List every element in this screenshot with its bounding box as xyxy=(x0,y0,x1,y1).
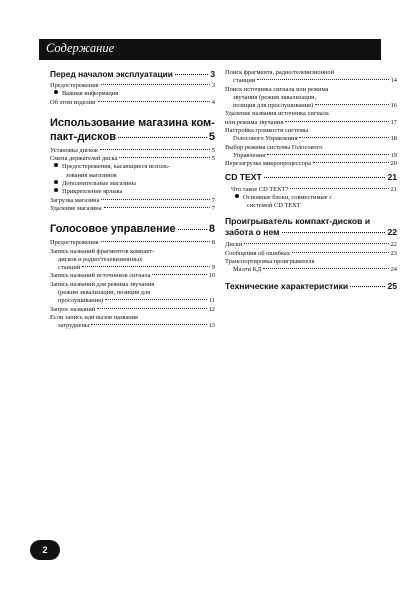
toc-entry-title: Смена держателей диска xyxy=(50,155,118,163)
toc-page-number: 19 xyxy=(390,151,397,159)
toc-bullet-entry[interactable] xyxy=(225,194,397,211)
toc-page-number: 22 xyxy=(387,227,397,238)
toc-entry[interactable] xyxy=(225,69,397,86)
toc-entry[interactable] xyxy=(50,197,215,205)
toc-entry[interactable] xyxy=(50,205,215,213)
toc-page-number: 10 xyxy=(208,272,215,280)
toc-entry-title: Запись названий для режима звучания xyxy=(50,280,155,288)
toc-entry-title: Запись названий фрагментов компакт- xyxy=(50,247,155,255)
dot-leader xyxy=(244,243,388,244)
toc-entry-title: Об этом изделии xyxy=(50,98,96,106)
toc-entry-title: станций xyxy=(58,264,81,272)
dot-leader xyxy=(282,232,386,233)
toc-page-number: 3 xyxy=(211,82,215,89)
dot-leader xyxy=(257,79,388,80)
toc-entry-title: Загрузка магазина xyxy=(50,196,100,204)
dot-leader xyxy=(299,137,388,138)
toc-entry-title: Дополнительные магазины xyxy=(62,180,136,188)
toc-entry-title: Поиск фрагмента, радио/телевизионной xyxy=(225,69,335,76)
toc-section-title: Использование магазина ком- xyxy=(50,116,215,129)
toc-entry-title: Предостережения, касающиеся исполь- xyxy=(62,163,170,171)
toc-entry-title: Управления xyxy=(233,151,266,159)
dot-leader xyxy=(267,154,388,155)
toc-page-number: 17 xyxy=(390,118,397,126)
toc-entry-title: Удаление названия источника сигнала xyxy=(225,110,329,118)
toc-section-title: Перед началом эксплуатации xyxy=(50,69,173,79)
toc-right-column xyxy=(225,69,397,295)
toc-section-title: Технические характеристики xyxy=(225,280,349,291)
toc-entry[interactable] xyxy=(50,281,215,306)
dot-leader xyxy=(105,299,207,300)
toc-bullet-entry[interactable] xyxy=(50,163,215,180)
toc-entry-title: Перезагрузка микропроцессора xyxy=(225,160,311,168)
toc-page-number: 21 xyxy=(390,185,397,193)
toc-entry[interactable] xyxy=(50,306,215,314)
dot-leader xyxy=(119,157,209,158)
bullet-icon xyxy=(235,194,239,198)
toc-page-number: 20 xyxy=(390,160,397,168)
toc-page-number: 24 xyxy=(390,266,397,274)
toc-bullet-entry[interactable] xyxy=(50,90,215,98)
toc-page-number: 23 xyxy=(390,249,397,257)
toc-entry-title: Малти КД xyxy=(233,266,262,274)
toc-entry-title: Голосового Управления xyxy=(233,135,298,143)
toc-entry[interactable] xyxy=(50,272,215,280)
dot-leader xyxy=(101,84,210,85)
toc-section-heading[interactable] xyxy=(225,172,397,183)
toc-entry[interactable] xyxy=(50,147,215,155)
toc-section-title: пакт-дисков xyxy=(50,130,117,143)
bullet-icon xyxy=(54,180,58,184)
toc-entry-title: зования магазинов xyxy=(66,171,117,179)
toc-entry[interactable] xyxy=(225,86,397,111)
toc-entry-title: Диски xyxy=(225,241,243,249)
toc-entry-title: системой CD TEXT xyxy=(247,202,301,210)
toc-entry-title: звучания (режим эквализации, xyxy=(233,93,317,101)
toc-entry-title: Прикрепление ярлыка xyxy=(62,188,123,196)
toc-entry-title: Важная информация xyxy=(62,90,119,98)
page-title: Содержание xyxy=(46,41,115,55)
toc-entry[interactable] xyxy=(225,110,397,127)
toc-entry-title: затруднены xyxy=(58,322,90,330)
toc-entry-title: позиция для прослушивания) xyxy=(233,102,314,110)
dot-leader xyxy=(97,308,206,309)
toc-page-number: 11 xyxy=(208,297,215,305)
toc-entry-title: Удаление магазина xyxy=(50,204,102,212)
toc-page-number: 13 xyxy=(208,322,215,330)
toc-entry-title: дисков и радио/телевизионных xyxy=(58,255,143,263)
toc-page-number: 5 xyxy=(211,146,215,154)
toc-section-title: Проигрыватель компакт-дисков и xyxy=(225,216,371,227)
dot-leader xyxy=(175,74,208,75)
toc-page-number: 3 xyxy=(210,69,215,79)
toc-entry-title: Выбор режима системы Голосового xyxy=(225,143,323,151)
toc-entry-title: Предостережения xyxy=(50,239,99,247)
dot-leader xyxy=(104,207,210,208)
toc-section-title: Голосовое управление xyxy=(50,223,176,236)
toc-entry[interactable] xyxy=(50,314,215,331)
dot-leader xyxy=(82,266,210,267)
toc-entry[interactable] xyxy=(225,160,397,168)
toc-entry-title: (режим эквализации, позиция для xyxy=(58,289,151,297)
toc-entry[interactable] xyxy=(50,99,215,107)
toc-section-title: забота о нем xyxy=(225,227,280,238)
dot-leader xyxy=(315,104,388,105)
toc-entry[interactable] xyxy=(50,239,215,247)
toc-page-number: 22 xyxy=(390,241,397,249)
toc-entry[interactable] xyxy=(225,127,397,144)
toc-entry-title: Настройка громкости системы xyxy=(225,127,309,135)
toc-entry-title: Поиск источника сигнала или режима xyxy=(225,85,329,93)
dot-leader xyxy=(263,268,388,269)
toc-page-number: 8 xyxy=(208,223,215,236)
bullet-icon xyxy=(54,163,58,167)
toc-page-number: 18 xyxy=(390,135,397,143)
toc-entry[interactable] xyxy=(50,82,215,90)
toc-page-number: 5 xyxy=(208,130,215,143)
toc-entry[interactable] xyxy=(225,241,397,249)
toc-page-number: 7 xyxy=(211,204,215,212)
dot-leader xyxy=(91,324,206,325)
dot-leader xyxy=(101,241,210,242)
toc-entry-title: Транспортировка проигрывателя xyxy=(225,258,315,266)
toc-page-number: 8 xyxy=(211,239,215,247)
toc-entry-title: Запрос названий xyxy=(50,305,96,313)
toc-section-heading[interactable] xyxy=(225,281,397,292)
dot-leader xyxy=(285,121,388,122)
toc-page-number: 5 xyxy=(211,155,215,163)
toc-page-number: 9 xyxy=(211,264,215,272)
toc-entry-title: Основные блоки, совместимые с xyxy=(243,193,333,201)
dot-leader xyxy=(178,229,207,230)
dot-leader xyxy=(350,286,385,287)
toc-entry[interactable] xyxy=(50,248,215,273)
toc-entry-title: Запись названий источников сигнала xyxy=(50,272,151,280)
dot-leader xyxy=(101,199,209,200)
toc-page-number: 4 xyxy=(211,98,215,106)
bullet-icon xyxy=(54,188,58,192)
toc-entry[interactable] xyxy=(225,144,397,161)
toc-left-column xyxy=(50,69,215,331)
toc-page-number: 7 xyxy=(211,196,215,204)
toc-entry-title: Предостережения xyxy=(50,82,99,89)
toc-section-heading[interactable] xyxy=(50,222,215,236)
dot-leader xyxy=(292,252,389,253)
dot-leader xyxy=(152,274,206,275)
toc-entry-title: прослушивания) xyxy=(58,297,104,305)
toc-page-number: 12 xyxy=(208,305,215,313)
toc-entry-title: Что такое CD TEXT? xyxy=(231,185,289,193)
header-bar xyxy=(39,39,381,60)
dot-leader xyxy=(100,149,210,150)
dot-leader xyxy=(290,188,388,189)
toc-section-heading[interactable] xyxy=(50,69,215,79)
toc-entry-title: Если запись или вызов названия xyxy=(50,313,138,321)
toc-page-number: 21 xyxy=(387,171,397,182)
toc-section-title: CD TEXT xyxy=(225,171,262,182)
toc-entry-title: Сообщения об ошибках xyxy=(225,249,290,257)
toc-entry-title: Установка дисков xyxy=(50,146,98,154)
page-number-badge: 2 xyxy=(30,540,60,560)
toc-entry-title: или режима звучания xyxy=(225,118,284,126)
dot-leader xyxy=(313,162,389,163)
toc-section-heading[interactable] xyxy=(225,216,397,238)
bullet-icon xyxy=(54,90,58,94)
toc-section-heading[interactable] xyxy=(50,116,215,144)
toc-entry[interactable] xyxy=(225,250,397,258)
dot-leader xyxy=(264,177,386,178)
dot-leader xyxy=(118,137,207,138)
toc-page-number: 16 xyxy=(390,102,397,110)
toc-entry[interactable] xyxy=(225,258,397,275)
toc-entry[interactable] xyxy=(225,186,397,194)
toc-entry[interactable] xyxy=(50,155,215,163)
toc-page-number: 14 xyxy=(390,77,397,85)
toc-entry-title: станции xyxy=(233,77,256,85)
toc-page-number: 25 xyxy=(387,280,397,291)
toc-bullet-entry[interactable] xyxy=(50,188,215,196)
toc-bullet-entry[interactable] xyxy=(50,180,215,188)
dot-leader xyxy=(98,101,210,102)
